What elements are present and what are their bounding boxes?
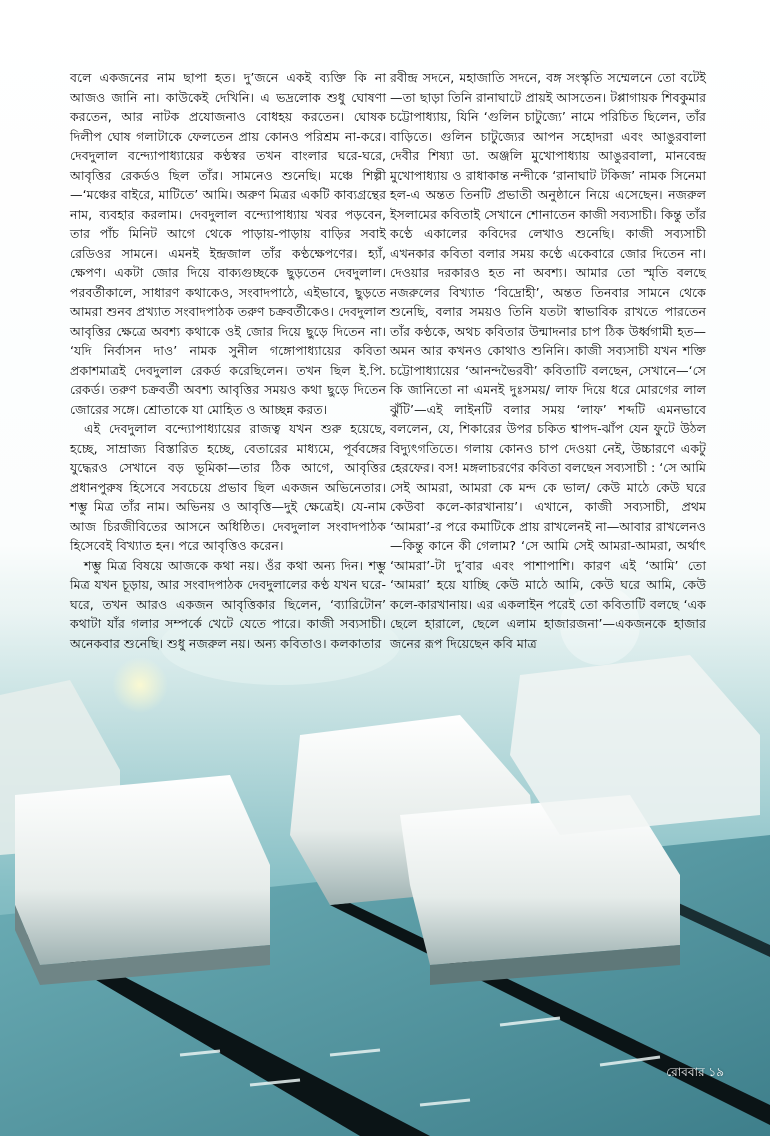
- article-paragraph: শম্ভু মিত্র বিষয়ে আজকে কথা নয়। ওঁর কথা অন্য দিন। শম্ভু মিত্র যখন চূড়ায়, আর সংবাদপাঠক দেবদুলালের কণ্ঠ যখন ঘরে-ঘরে, তখন আরও একজন আবৃত্তিকার ছিলেন, ‘ব্যারিটোন’ কথাটা যাঁর গলার সম্পর্কে খেটে যেতে পারে। কাজী সব্যসাচী। অনেকবার শুনেছি। শুধু নজরুল নয়। অন্য কবিতাও। কলকাতার: [70, 557, 386, 651]
- mixing-console-photo: [0, 585, 770, 1136]
- article-left-column: [70, 68, 386, 653]
- article-paragraph: রবীন্দ্র সদনে, মহাজাতি সদনে, বঙ্গ সংস্কৃতি সম্মেলনে তো বটেই—তা ছাড়া তিনি রানাঘাটে প্রায়ই আসতেন। টপ্পাগায়ক শিবকুমার চট্টোপাধ্যায়, যিনি ‘গুলিন চাটুজ্যে’ নামে পরিচিত ছিলেন, তাঁর বাড়িতে। গুলিন চাটুজ্যের আপন সহোদরা এবং আঙুরবালা দেবীর শিষ্যা ডা. অঞ্জলি মুখোপাধ্যায় আঙুরবালা, মানবেন্দ্র মুখোপাধ্যায় ও রাধাকান্ত নন্দীকে ‘রানাঘাট টকিজ’ নামক সিনেমা হল-এ অন্তত তিনটি প্রভাতী অনুষ্ঠানে নিয়ে এসেছেন। নজরুল ইসলামের কবিতাই সেখানে শোনাতেন কাজী সব্যসাচী। কিন্তু তাঁর কণ্ঠে একালের কবিদের লেখাও শুনেছি। কাজী সব্যসাচী এখনকার কবিতা বলার সময় কণ্ঠে একেবারে জোর দিতেন না। দেওয়ার দরকারও হত না অবশ্য। আমার তো স্মৃতি বলছে নজরুলের বিখ্যাত ‘বিদ্রোহী’, অন্তত তিনবার সামনে থেকে শুনেছি, বলার সময়ও তিনি যতটা স্বাভাবিক রাখতে পারতেন তাঁর কণ্ঠকে, অথচ কবিতার উন্মাদনার চাপ ঠিক উর্ধ্বগামী হত—অমন আর কখনও কোথাও শুনিনি। কাজী সব্যসাচী যখন শক্তি চট্টোপাধ্যায়ের ‘আনন্দভৈরবী’ কবিতাটি বলছেন, সেখানে—‘সে কি জানিতো না এমনই দুঃসময়/ লাফ দিয়ে ধরে মোরগের লাল ঝুঁটি’—এই লাইনটি বলার সময় ‘লাফ’ শব্দটি এমনভাবে বললেন, যে, শিকারের উপর চকিত শ্বাপদ-ঝাঁপ যেন ফুটে উঠল বিদ্যুৎগতিতে। গলায় কোনও চাপ দেওয়া নেই, উচ্চারণে একটু হেরফের। বস! মঙ্গলাচরণের কবিতা বলছেন সব্যসাচী : ‘সে আমি সেই আমরা, আমরা কে মন্দ কে ভাল/ কেউ মাঠে কেউ ঘরে কেউবা কলে-কারখানায়’। এখানে, কাজী সব্যসাচী, প্রথম ‘আমরা’-র পরে কমাটিকে প্রায় রাখলেনই না—আবার রাখলেনও—কিন্তু কানে কী গেলাম? ‘সে আমি সেই আমরা-আমরা, অর্থাৎ ‘আমরা’-টা দু’বার এবং পাশাপাশি। কারণ এই ‘আমি’ তো ‘আমরা’ হয়ে যাচ্ছি কেউ মাঠে আমি, কেউ ঘরে আমি, কেউ কলে-কারখানায়। এর একলাইন পরেই তো কবিতাটি বলছে ‘এক ছেলে হারালে, ছেলে এলাম হাজারজনা’—একজনকে হাজার জনের রূপ দিয়েছেন কবি মাত্র: [390, 70, 706, 651]
- article-paragraph: বলে একজনের নাম ছাপা হত। দু’জনে একই ব্যক্তি কি না আজও জানি না। কাউকেই দেখিনি। এ ভদ্রলোক শুধু ঘোষণা করতেন, আর নাটক প্রযোজনাও বোধহয় করতেন। ঘোষক দিলীপ ঘোষ গলাটাকে ফেলতেন প্রায় কোনও পরিশ্রম না-করে। দেবদুলাল বন্দ্যোপাধ্যায়ের কণ্ঠস্বর তখন বাংলার ঘরে-ঘরে, আবৃত্তির রেকর্ডও ছিল তাঁর। সামনেও শুনেছি। মঞ্চে শিল্পী—‘মঞ্চের বাইরে, মাটিতে’ আমি। অরুণ মিত্রর একটি কাব্যগ্রন্থের নাম, ব্যবহার করলাম। দেবদুলাল বন্দ্যোপাধ্যায় খবর পড়বেন, তার পাঁচ মিনিট আগে থেকে পাড়ায়-পাড়ায় বাড়ির সবাই রেডিওর সামনে। এমনই ইন্দ্রজাল তাঁর কণ্ঠক্ষেপণের। হ্যাঁ, ক্ষেপণ। একটা জোর দিয়ে বাক্যগুচ্ছকে ছুড়তেন দেবদুলাল। পরবর্তীকালে, সাধারণ কথাকেও, সংবাদপাঠে, এইভাবে, ছুড়তে আমরা শুনব প্রখ্যাত সংবাদপাঠক তরুণ চক্রবর্তীকেও। দেবদুলাল আবৃত্তির ক্ষেত্রে অবশ্য কথাকে ওই জোর দিয়ে ছুড়ে দিতেন না। ‘যদি নির্বাসন দাও’ নামক সুনীল গঙ্গোপাধ্যায়ের কবিতা প্রকাশমাত্রই দেবদুলাল রেকর্ড করেছিলেন। তখন ছিল ই.পি. রেকর্ড। তরুণ চক্রবর্তী অবশ্য আবৃত্তির সময়ও কথা ছুড়ে দিতেন জোরের সঙ্গে। শ্রোতাকে যা মোহিত ও আচ্ছন্ন করত।: [70, 70, 386, 417]
- article-paragraph: এই দেবদুলাল বন্দ্যোপাধ্যায়ের রাজত্ব যখন শুরু হয়েছে, হচ্ছে, সাম্রাজ্য বিস্তারিত হচ্ছে, বেতারের মাধ্যমে, পূর্ববঙ্গের যুদ্ধেরও সেখানে বড় ভূমিকা—তার ঠিক আগে, আবৃত্তির প্রধানপুরুষ হিসেবে সবচেয়ে প্রভাব ছিল একজন অভিনেতার। শম্ভু মিত্র তাঁর নাম। অভিনয় ও আবৃত্তি—দুই ক্ষেত্রেই। যে-নাম আজ চিরজীবিতের আসনে অধিষ্ঠিত। দেবদুলাল সংবাদপাঠক হিসেবেই বিখ্যাত হন। পরে আবৃত্তিও করেন।: [70, 421, 386, 553]
- article-right-column: [390, 68, 706, 653]
- page-number: রোববার ১৯: [666, 1065, 724, 1079]
